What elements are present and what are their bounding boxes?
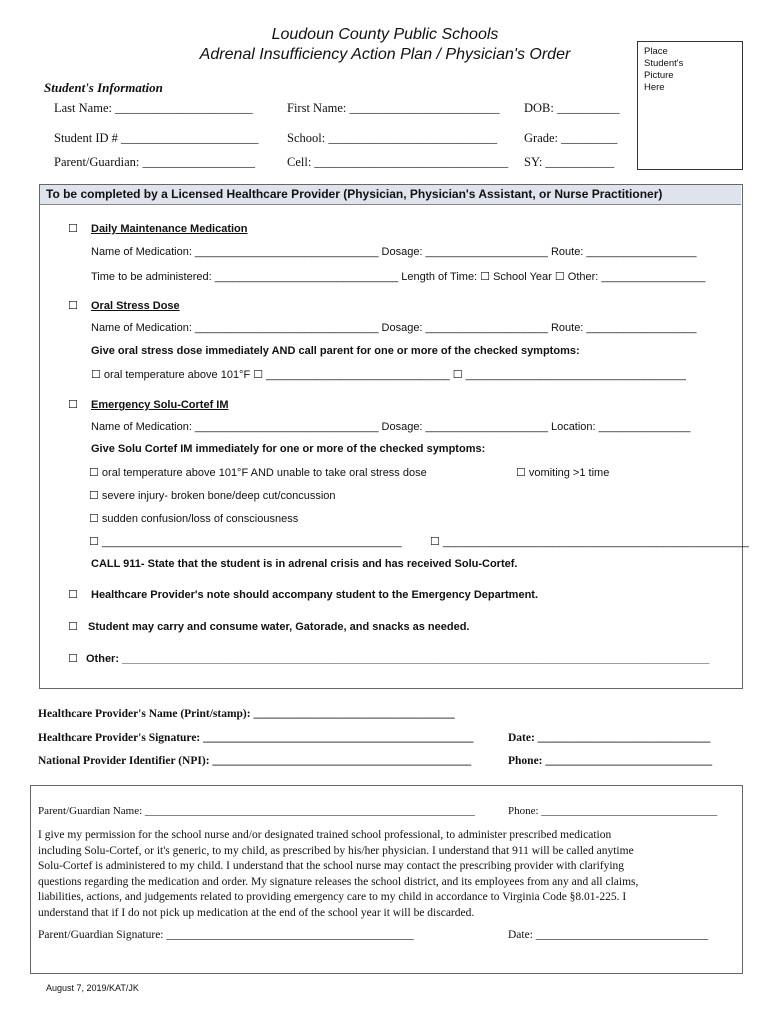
- sy-field[interactable]: SY: ___________: [524, 155, 615, 169]
- consent-line-5: liabilities, actions, and judgements related to providing emergency care to my child in accordance to Virginia Code §8.01-225. I: [38, 891, 627, 903]
- oral-heading: Oral Stress Dose: [91, 300, 180, 312]
- oral-instructions: Give oral stress dose immediately AND call parent for one or more of the checked symptoms:: [91, 345, 580, 357]
- consent-line-1: I give my permission for the school nurse and/or designated trained school professional, to administer prescribed medication: [38, 829, 612, 841]
- parent-field[interactable]: Parent/Guardian: __________________: [54, 155, 256, 169]
- consent-text: [38, 828, 638, 921]
- other-field[interactable]: Other: ________________________________________________________________________________________________: [86, 653, 710, 665]
- provider-section: [39, 184, 743, 689]
- provider-name-field[interactable]: Healthcare Provider's Name (Print/stamp): ___________________________________: [38, 708, 455, 720]
- picture-text-4: Here: [644, 82, 665, 93]
- parent-phone-field[interactable]: Phone: ________________________________: [508, 805, 718, 817]
- student-info-heading: Student's Information: [44, 80, 163, 95]
- solu-symptom-2[interactable]: ☐ severe injury- broken bone/deep cut/concussion: [89, 490, 336, 502]
- solu-symptom-3[interactable]: ☐ sudden confusion/loss of consciousness: [89, 513, 299, 525]
- dob-field[interactable]: DOB: __________: [524, 101, 620, 115]
- consent-line-4: questions regarding the medication and order. My signature releases the school district, and its employees from any and all claims,: [38, 875, 639, 888]
- note1-checkbox[interactable]: ☐: [68, 588, 78, 601]
- student-id-field[interactable]: Student ID # ______________________: [54, 131, 259, 145]
- grade-field[interactable]: Grade: _________: [524, 131, 618, 145]
- footer-revision: August 7, 2019/KAT/JK: [46, 983, 139, 993]
- provider-phone-field[interactable]: Phone: _____________________________: [508, 755, 713, 767]
- note2-checkbox[interactable]: ☐: [68, 620, 78, 633]
- cell-field[interactable]: Cell: _______________________________: [287, 155, 509, 169]
- picture-text-1: Place: [644, 46, 668, 57]
- form-title: Loudoun County Public Schools: [271, 26, 499, 43]
- oral-checkbox[interactable]: ☐: [68, 299, 78, 312]
- call-911-instruction: CALL 911- State that the student is in adrenal crisis and has received Solu-Cortef.: [91, 558, 518, 570]
- first-name-field[interactable]: First Name: ________________________: [287, 101, 500, 115]
- parent-signature-field[interactable]: Parent/Guardian Signature: ___________________________________________: [38, 929, 414, 941]
- npi-field[interactable]: National Provider Identifier (NPI): _____________________________________________: [38, 755, 472, 767]
- picture-text-3: Picture: [644, 70, 674, 81]
- form-subtitle: Adrenal Insufficiency Action Plan / Physician's Order: [199, 46, 571, 63]
- parent-date-field[interactable]: Date: ______________________________: [508, 929, 709, 941]
- solu-symptom-1[interactable]: ☐ oral temperature above 101°F AND unable to take oral stress dose: [89, 467, 427, 479]
- consent-line-6: understand that if I do not pick up medication at the end of the school year it will be discarded.: [38, 906, 475, 919]
- solu-checkbox[interactable]: ☐: [68, 398, 78, 411]
- provider-date-field[interactable]: Date: ______________________________: [508, 732, 711, 744]
- daily-checkbox[interactable]: ☐: [68, 222, 78, 235]
- picture-text-2: Student's: [644, 58, 684, 69]
- daily-time-line[interactable]: Time to be administered: ______________________________ Length of Time: ☐ School Year ☐ Other: _________________: [91, 271, 706, 283]
- provider-banner: To be completed by a Licensed Healthcare Provider (Physician, Physician's Assistant, or Nurse Practitioner): [46, 187, 663, 201]
- daily-med-line[interactable]: Name of Medication: ______________________________ Dosage: ____________________ Route: __________________: [91, 246, 697, 258]
- student-picture-box: [637, 41, 743, 170]
- oral-symptom-line[interactable]: ☐ oral temperature above 101°F ☐ ______________________________ ☐ ____________________________________: [91, 369, 686, 381]
- solu-med-line[interactable]: Name of Medication: ______________________________ Dosage: ____________________ Location: _______________: [91, 421, 691, 433]
- parent-name-field[interactable]: Parent/Guardian Name: ____________________________________________________________: [38, 805, 475, 817]
- solu-heading: Emergency Solu-Cortef IM: [91, 399, 229, 411]
- last-name-field[interactable]: Last Name: ______________________: [54, 101, 253, 115]
- solu-instructions: Give Solu Cortef IM immediately for one or more of the checked symptoms:: [91, 443, 486, 455]
- solu-symptom-other-1[interactable]: ☐ _________________________________________________: [89, 536, 402, 548]
- daily-heading: Daily Maintenance Medication: [91, 223, 248, 235]
- solu-symptom-other-2[interactable]: ☐ __________________________________________________: [430, 536, 749, 548]
- consent-line-2: including Solu-Cortef, or it's generic, to my child, as prescribed by his/her physician. I understand that 911 will be called anytime: [38, 844, 634, 857]
- provider-note: Healthcare Provider's note should accompany student to the Emergency Department.: [91, 589, 539, 601]
- oral-med-line[interactable]: Name of Medication: ______________________________ Dosage: ____________________ Route: __________________: [91, 322, 697, 334]
- provider-signature-field[interactable]: Healthcare Provider's Signature: _______________________________________________: [38, 732, 474, 744]
- snacks-note: Student may carry and consume water, Gatorade, and snacks as needed.: [88, 621, 470, 633]
- solu-symptom-vomiting[interactable]: ☐ vomiting >1 time: [516, 467, 610, 479]
- consent-line-3: Solu-Cortef is administered to my child. I understand that the school nurse may contact the prescribing provider with clarifying: [38, 860, 625, 872]
- other-checkbox[interactable]: ☐: [68, 652, 78, 665]
- school-field[interactable]: School: ___________________________: [287, 131, 498, 145]
